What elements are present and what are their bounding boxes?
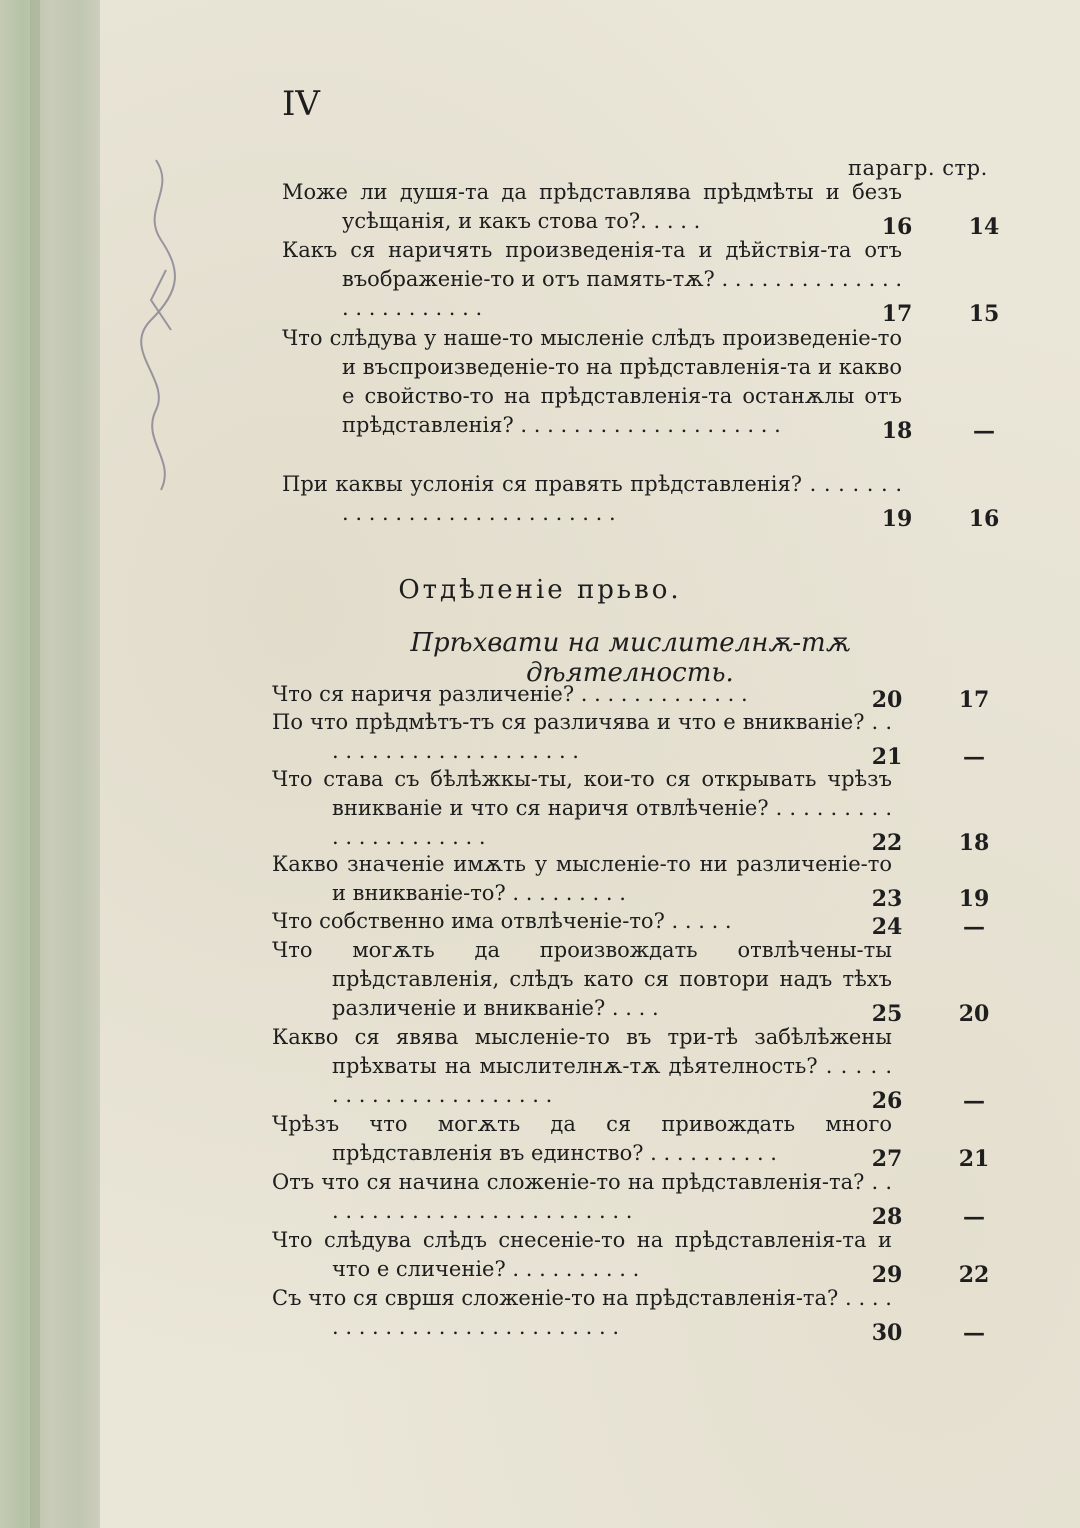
toc-paragraph-number: 22 xyxy=(871,830,903,856)
toc-paragraph-number: 27 xyxy=(871,1146,903,1172)
toc-question: Какво значеніе имѫть у мысленіе-то ни различеніе-то и вникваніе-то? . . . . . . . . . xyxy=(272,852,892,905)
toc-entry xyxy=(272,1226,1052,1288)
column-headers xyxy=(848,156,988,180)
toc-page-number: — xyxy=(963,1320,985,1346)
toc-entry xyxy=(272,907,1052,940)
toc-paragraph-number: 21 xyxy=(871,744,903,770)
toc-paragraph-number: 29 xyxy=(871,1262,903,1288)
page-column-header: стр. xyxy=(942,156,988,180)
toc-paragraph-number: 30 xyxy=(871,1320,903,1346)
toc-entry xyxy=(272,1023,1052,1114)
section-title: Отдѣленіе прьво. xyxy=(398,575,682,605)
toc-entry xyxy=(272,936,1052,1027)
toc-page-number: 21 xyxy=(958,1146,990,1172)
toc-question: Что ся наричя различеніе? . . . . . . . . . . . . . xyxy=(272,682,748,706)
toc-paragraph-number: 26 xyxy=(871,1088,903,1114)
toc-entry xyxy=(282,236,1062,327)
toc-page-number: — xyxy=(963,1088,985,1114)
toc-entry xyxy=(272,850,1052,912)
toc-question: По что прѣдмѣтъ-тъ ся различява и что е вникваніе? . . . . . . . . . . . . . . . . . . . . . xyxy=(272,710,892,763)
toc-entry xyxy=(272,1168,1052,1230)
toc-page-number: 14 xyxy=(968,214,1000,240)
toc-page-number: 17 xyxy=(958,687,990,713)
toc-page-number: 18 xyxy=(958,830,990,856)
toc-question: Чрѣзъ что могѫть да ся привождать много прѣдставленія въ единство? . . . . . . . . . . xyxy=(272,1112,892,1165)
toc-question: При каквы услонія ся правять прѣдставленія? . . . . . . . . . . . . . . . . . . . . . . . . . . . . xyxy=(282,472,902,525)
toc-entry xyxy=(282,470,1062,532)
book-binding-edge xyxy=(0,0,112,1528)
toc-paragraph-number: 19 xyxy=(881,506,913,532)
toc-page-number: 19 xyxy=(958,886,990,912)
toc-paragraph-number: 18 xyxy=(881,418,913,444)
toc-question: Что собственно има отвлѣченіе-то? . . . . . xyxy=(272,909,732,933)
toc-page-number: 22 xyxy=(958,1262,990,1288)
toc-page-number: — xyxy=(973,418,995,444)
toc-page-number: — xyxy=(963,914,985,940)
section-subtitle: Прѣхвати на мислителнѫ-тѫ дѣятелность. xyxy=(410,628,850,688)
paragraph-column-header: парагр. xyxy=(848,156,936,180)
page-number: IV xyxy=(282,84,320,124)
toc-page-number: 15 xyxy=(968,301,1000,327)
toc-paragraph-number: 16 xyxy=(881,214,913,240)
toc-paragraph-number: 25 xyxy=(871,1001,903,1027)
toc-page-number: — xyxy=(963,1204,985,1230)
toc-entry xyxy=(282,324,1062,444)
toc-question: Что слѣдува слѣдъ снесеніе-то на прѣдставленія-та и что е сличеніе? . . . . . . . . . . xyxy=(272,1228,892,1281)
toc-question: Съ что ся свршя сложеніе-то на прѣдставленія-та? . . . . . . . . . . . . . . . . . . . . . . . . . . xyxy=(272,1286,892,1339)
toc-entry xyxy=(282,178,1062,240)
toc-page-number: 20 xyxy=(958,1001,990,1027)
toc-entry xyxy=(272,1110,1052,1172)
toc-paragraph-number: 23 xyxy=(871,886,903,912)
toc-entry xyxy=(272,1284,1052,1346)
toc-question: Какво ся явява мысленіе-то въ три-тѣ забѣлѣжены прѣхваты на мыслителнѫ-тѫ дѣятелность? . . . . . . . . . . . . . . . . . . . . . . xyxy=(272,1025,892,1107)
toc-question: Отъ что ся начина сложеніе-то на прѣдставленія-та? . . . . . . . . . . . . . . . . . . . . . . . . . xyxy=(272,1170,892,1223)
toc-entry xyxy=(272,680,1052,713)
toc-paragraph-number: 28 xyxy=(871,1204,903,1230)
toc-question: Какъ ся наричять произведенія-та и дѣйствія-та отъ въображеніе-то и отъ память-тѫ? . . . . . . . . . . . . . . . . . . . . . . . . . xyxy=(282,238,902,320)
toc-question: Може ли душя-та да прѣдставлява прѣдмѣты и безъ усѣщанія, и какъ стова то?. . . . . xyxy=(282,180,902,233)
toc-entry xyxy=(272,708,1052,770)
handwritten-margin-scribble xyxy=(136,150,186,500)
toc-paragraph-number: 20 xyxy=(871,687,903,713)
toc-paragraph-number: 17 xyxy=(881,301,913,327)
toc-entry xyxy=(272,765,1052,856)
toc-page-number: 16 xyxy=(968,506,1000,532)
toc-question: Что става съ бѣлѣжкы-ты, кои-то ся открывать чрѣзъ вникваніе и что ся наричя отвлѣченіе? . . . . . . . . . . . . . . . . . . . . . xyxy=(272,767,892,849)
toc-paragraph-number: 24 xyxy=(871,914,903,940)
toc-page-number: — xyxy=(963,744,985,770)
toc-question: Что слѣдува у наше-то мысленіе слѣдъ произведеніе-то и въспроизведеніе-то на прѣдставленія-та и какво е свойство-то на прѣдставленія-та останѫлы отъ прѣдставленія? . . . . . . . . . . . . . . . . . . . . xyxy=(282,326,902,437)
toc-question: Что могѫть да произвождать отвлѣчены-ты прѣдставленія, слѣдъ като ся повтори надъ тѣхъ различеніе и вникваніе? . . . . xyxy=(272,938,892,1020)
